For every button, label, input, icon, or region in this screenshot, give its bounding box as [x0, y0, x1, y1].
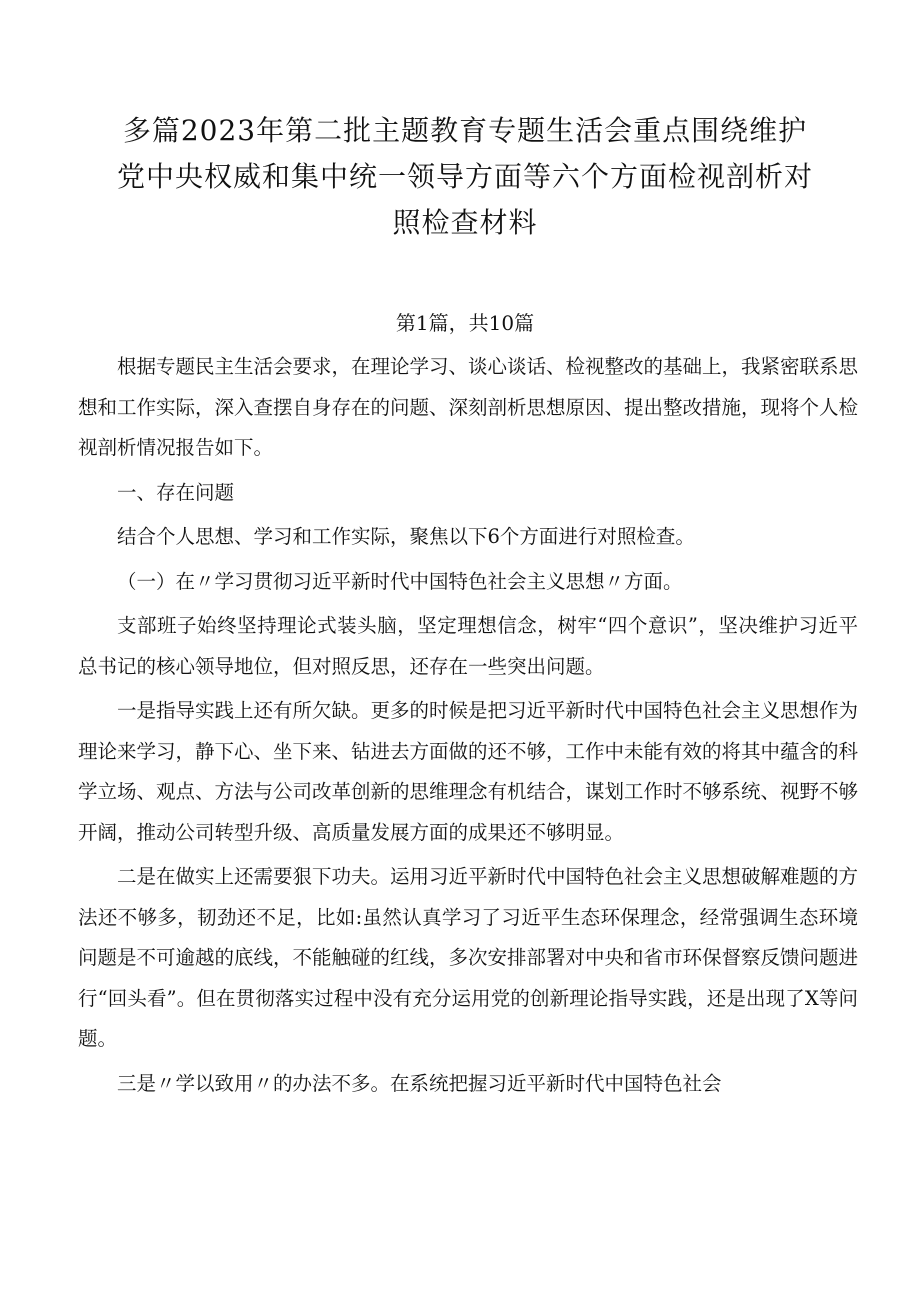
section-heading-problems: 一、存在问题: [117, 480, 235, 504]
point-2-paragraph: 二是在做实上还需要狠下功夫。运用习近平新时代中国特色社会主义思想破解难题的方法还不够多，韧劲还不足，比如:虽然认真学习了习近平生态环保理念，经常强调生态环境问题是不可逾越的底线，不能触碰的红线，多次安排部署对中央和省市环保督察反馈问题进行“回头看”。但在贯彻落实过程中没有充分运用党的创新理论指导实践，还是出现了X等问题。: [78, 865, 859, 1050]
intro-paragraph: 根据专题民主生活会要求，在理论学习、谈心谈话、检视整改的基础上，我紧密联系思想和工作实际，深入查摆自身存在的问题、深刻剖析思想原因、提出整改措施，现将个人检视剖析情况报告如下。: [78, 355, 859, 459]
subsection-heading-1: （一）在〃学习贯彻习近平新时代中国特色社会主义思想〃方面。: [117, 569, 683, 593]
title-line-1: 多篇2023年第二批主题教育专题生活会重点围绕维护: [122, 114, 808, 147]
title-line-3: 照检查材料: [392, 206, 538, 239]
point-3-paragraph: 三是〃学以致用〃的办法不多。在系统把握习近平新时代中国特色社会: [117, 1071, 722, 1095]
document-subtitle: 第1篇，共10篇: [395, 311, 535, 335]
document-body: [78, 347, 858, 1104]
title-line-2: 党中央权威和集中统一领导方面等六个方面检视剖析对: [116, 160, 813, 193]
branch-paragraph: 支部班子始终坚持理论式装头脑，坚定理想信念，树牢“四个意识”，坚决维护习近平总书记的核心领导地位，但对照反思，还存在一些突出问题。: [78, 614, 858, 678]
point-1-paragraph: 一是指导实践上还有所欠缺。更多的时候是把习近平新时代中国特色社会主义思想作为理论来学习，静下心、坐下来、钻进去方面做的还不够，工作中未能有效的将其中蕴含的科学立场、观点、方法与公司改革创新的思维理念有机结合，谋划工作时不够系统、视野不够开阔，推动公司转型升级、高质量发展方面的成果还不够明显。: [78, 699, 859, 844]
focus-paragraph: 结合个人思想、学习和工作实际，聚焦以下6个方面进行对照检查。: [117, 525, 695, 548]
document-title: [80, 108, 850, 246]
